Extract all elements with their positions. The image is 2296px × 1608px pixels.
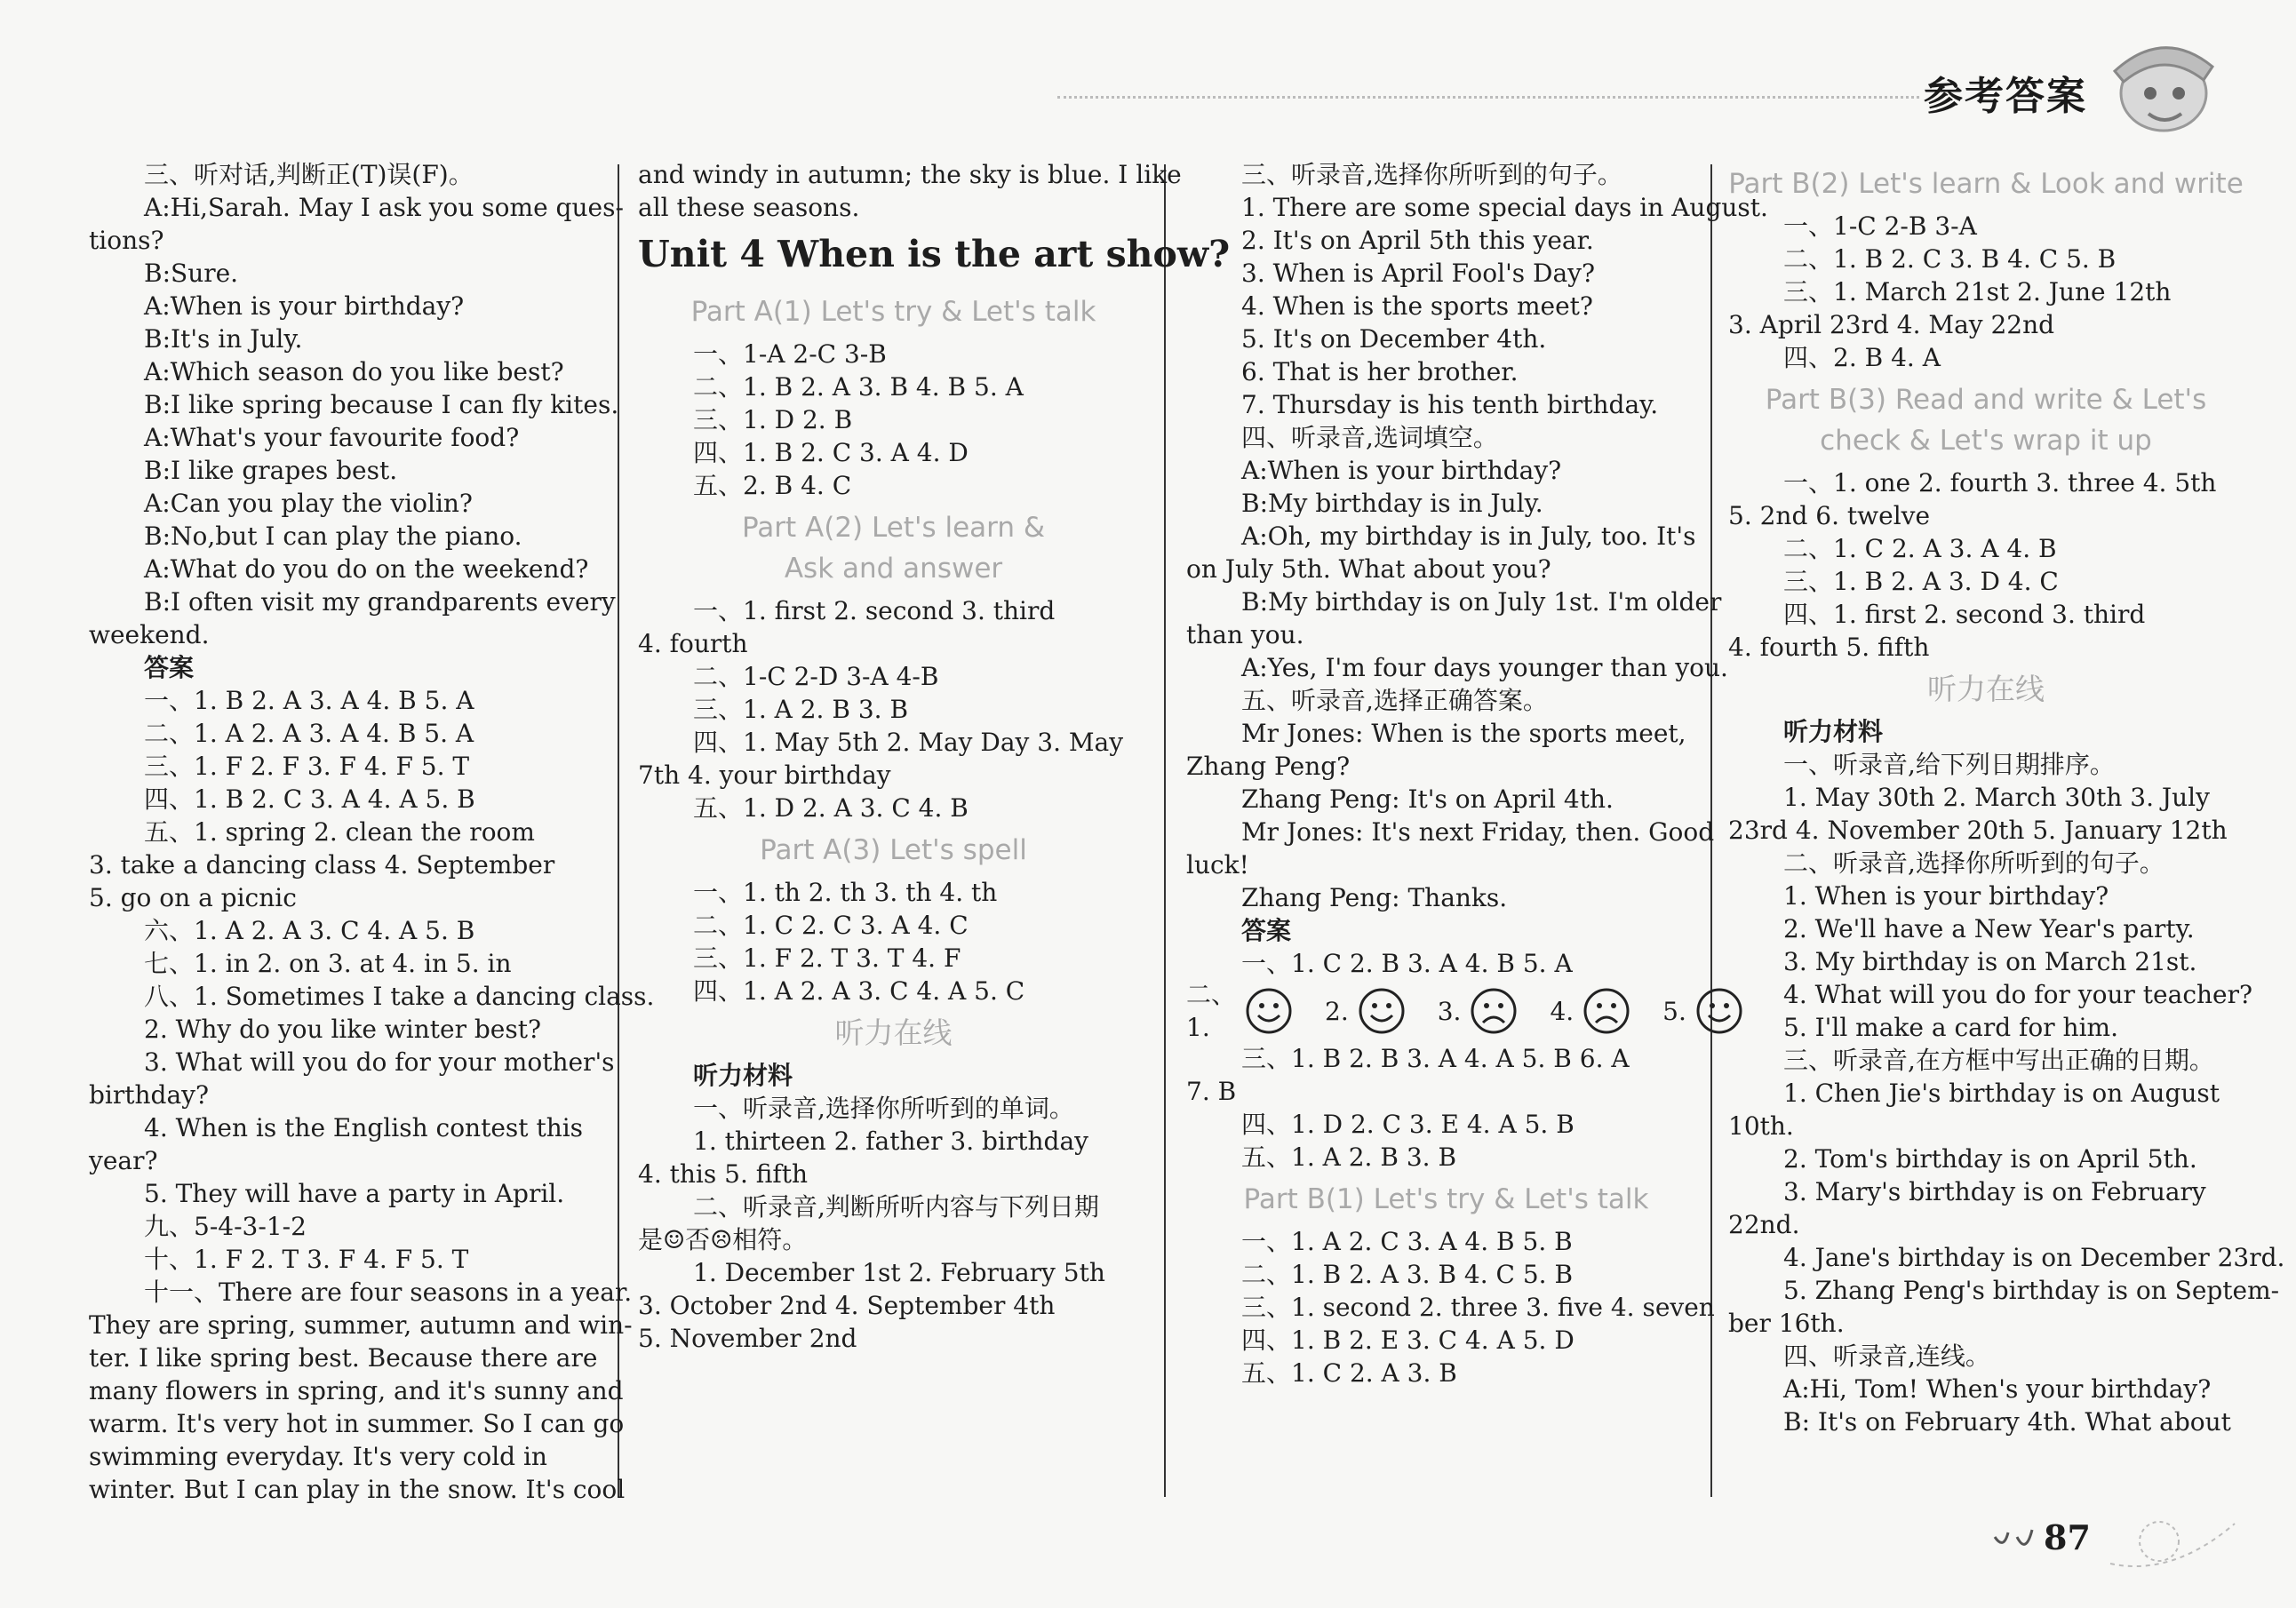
section-heading: check & Let's wrap it up — [1820, 425, 2152, 457]
smiley-label: 二、1. — [1186, 980, 1237, 1042]
text-line: A:When is your birthday? — [144, 291, 465, 321]
text-line: 3. April 23rd 4. May 22nd — [1728, 310, 2055, 339]
text-line: 5. November 2nd — [638, 1324, 857, 1353]
text-line: 四、听录音,选词填空。 — [1241, 423, 1498, 452]
text-line: all these seasons. — [638, 193, 860, 222]
text-line: ter. I like spring best. Because there are — [89, 1343, 598, 1373]
section-heading: Part A(3) Let's spell — [760, 834, 1027, 866]
text-line: 四、1. D 2. C 3. E 4. A 5. B — [1241, 1110, 1575, 1139]
text-line: 三、听录音,选择你所听到的句子。 — [1241, 160, 1622, 189]
text-line: B:It's in July. — [144, 324, 303, 354]
text-line: 5. It's on December 4th. — [1241, 324, 1547, 354]
text-line: 三、1. F 2. F 3. F 4. F 5. T — [144, 752, 470, 781]
text-line: 五、1. spring 2. clean the room — [144, 817, 535, 847]
text-line: 五、1. C 2. A 3. B — [1241, 1358, 1457, 1388]
text-line: 一、1. first 2. second 3. third — [693, 596, 1056, 625]
text-line: 四、听录音,连线。 — [1783, 1341, 1990, 1371]
text-line: 四、1. first 2. second 3. third — [1783, 600, 2146, 629]
page-number: 87 — [2044, 1517, 2091, 1557]
text-line: 五、听录音,选择正确答案。 — [1241, 686, 1548, 715]
text-line: 五、1. D 2. A 3. C 4. B — [693, 793, 969, 823]
text-line: swimming everyday. It's very cold in — [89, 1442, 547, 1471]
text-line: 四、2. B 4. A — [1783, 343, 1941, 372]
text-line: Mr Jones: When is the sports meet, — [1241, 719, 1686, 748]
text-line: 7. Thursday is his tenth birthday. — [1241, 390, 1659, 419]
footer-decoration-icon — [1977, 1510, 2244, 1572]
text-line: A:What's your favourite food? — [144, 423, 520, 452]
text-line: 答案 — [144, 653, 195, 682]
text-line: 3. My birthday is on March 21st. — [1783, 947, 2197, 976]
text-line: 4. this 5. fifth — [638, 1159, 809, 1189]
text-line: 3. take a dancing class 4. September — [89, 850, 555, 880]
section-heading: Part B(3) Read and write & Let's — [1765, 384, 2207, 416]
text-line: A:Yes, I'm four days younger than you. — [1241, 653, 1728, 682]
text-line: ber 16th. — [1728, 1309, 1845, 1338]
listening-online-heading: 听力在线 — [1927, 672, 2045, 706]
text-line: 1. There are some special days in August. — [1241, 193, 1768, 222]
smiley-answers — [1186, 980, 1706, 1042]
text-line: 四、1. A 2. A 3. C 4. A 5. C — [693, 976, 1025, 1006]
text-line: 八、1. Sometimes I take a dancing class. — [144, 982, 655, 1011]
text-line: birthday? — [89, 1080, 209, 1110]
text-line: B:My birthday is in July. — [1241, 489, 1543, 518]
smiley-label: 5. — [1662, 996, 1686, 1026]
text-line: Zhang Peng: It's on April 4th. — [1241, 784, 1614, 814]
text-line: A:When is your birthday? — [1241, 456, 1562, 485]
text-line: A:Can you play the violin? — [144, 489, 473, 518]
text-line: 六、1. A 2. A 3. C 4. A 5. B — [144, 916, 475, 945]
column-1 — [89, 158, 655, 1528]
text-line: 一、听录音,选择你所听到的单词。 — [693, 1094, 1074, 1123]
text-line: 二、1. B 2. A 3. B 4. B 5. A — [693, 372, 1024, 402]
text-line: 5. They will have a party in April. — [144, 1179, 565, 1208]
text-line: 5. go on a picnic — [89, 883, 297, 912]
text-line: 4. fourth — [638, 629, 748, 658]
text-line: B:I like spring because I can fly kites. — [144, 390, 619, 419]
text-line: 1. December 1st 2. February 5th — [693, 1258, 1105, 1287]
text-line: warm. It's very hot in summer. So I can go — [89, 1409, 625, 1438]
text-line: 二、1. A 2. A 3. A 4. B 5. A — [144, 719, 474, 748]
text-line: 四、1. B 2. E 3. C 4. A 5. D — [1241, 1325, 1575, 1355]
text-line: 三、1. second 2. three 3. five 4. seven — [1241, 1293, 1715, 1322]
text-line: 4. Jane's birthday is on December 23rd. — [1783, 1243, 2285, 1272]
text-line: 五、2. B 4. C — [693, 471, 852, 500]
text-line: 2. Why do you like winter best? — [144, 1015, 541, 1044]
column-divider — [1164, 164, 1166, 1497]
text-line: Zhang Peng: Thanks. — [1241, 883, 1508, 912]
text-line: B:My birthday is on July 1st. I'm older — [1241, 587, 1722, 617]
text-line: Mr Jones: It's next Friday, then. Good — [1241, 817, 1715, 847]
text-line: 4. fourth 5. fifth — [1728, 633, 1930, 662]
page-header — [0, 0, 2296, 133]
text-line: 一、听录音,给下列日期排序。 — [1783, 750, 2115, 779]
text-line: and windy in autumn; the sky is blue. I like — [638, 160, 1182, 189]
text-line: 听力材料 — [693, 1061, 793, 1090]
text-line: 三、听对话,判断正(T)误(F)。 — [144, 160, 474, 189]
text-line: Zhang Peng? — [1186, 752, 1351, 781]
text-line: tions? — [89, 226, 164, 255]
text-line: A:Which season do you like best? — [144, 357, 564, 386]
text-line: 二、听录音,选择你所听到的句子。 — [1783, 848, 2164, 878]
column-4 — [1728, 158, 2285, 1528]
text-line: A:What do you do on the weekend? — [144, 554, 589, 584]
smiley-label: 3. — [1437, 996, 1462, 1026]
header-dotted-line — [1057, 96, 1919, 99]
section-heading: Ask and answer — [784, 553, 1003, 585]
text-line: B:No,but I can play the piano. — [144, 521, 522, 551]
text-line: 三、1. B 2. B 3. A 4. A 5. B 6. A — [1241, 1044, 1630, 1073]
smiley-label: 2. — [1325, 996, 1349, 1026]
text-line: 答案 — [1241, 916, 1292, 945]
text-line: winter. But I can play in the snow. It's cool — [89, 1475, 626, 1504]
text-line: than you. — [1186, 620, 1304, 649]
text-line: 3. Mary's birthday is on February — [1783, 1177, 2206, 1206]
text-line: 3. October 2nd 4. September 4th — [638, 1291, 1056, 1320]
text-line: 22nd. — [1728, 1210, 1800, 1239]
text-line: 二、听录音,判断所听内容与下列日期 — [693, 1192, 1099, 1222]
text-line: 1. thirteen 2. father 3. birthday — [693, 1126, 1088, 1156]
text-line: 4. When is the English contest this — [144, 1113, 584, 1142]
header-title: 参考答案 — [1924, 74, 2087, 119]
text-line: 4. When is the sports meet? — [1241, 291, 1593, 321]
text-line: They are spring, summer, autumn and win- — [89, 1310, 633, 1340]
text-line: many flowers in spring, and it's sunny and — [89, 1376, 624, 1405]
text-line: 10th. — [1728, 1111, 1794, 1141]
unit-title: Unit 4 When is the art show? — [638, 233, 1231, 275]
text-line: 1. Chen Jie's birthday is on August — [1783, 1079, 2220, 1108]
text-line: 1. May 30th 2. March 30th 3. July — [1783, 783, 2210, 812]
section-heading: Part A(1) Let's try & Let's talk — [690, 296, 1096, 328]
listening-online-heading: 听力在线 — [834, 1015, 953, 1050]
text-line: 一、1-A 2-C 3-B — [693, 339, 887, 369]
text-line: 三、1. A 2. B 3. B — [693, 695, 909, 724]
text-line: 2. Tom's birthday is on April 5th. — [1783, 1144, 2197, 1174]
text-line: 听力材料 — [1783, 717, 1884, 746]
text-line: weekend. — [89, 620, 210, 649]
text-line: 二、1. C 2. A 3. A 4. B — [1783, 534, 2057, 563]
text-line: 一、1. B 2. A 3. A 4. B 5. A — [144, 686, 474, 715]
text-line: 7th 4. your birthday — [638, 760, 891, 790]
text-line: 6. That is her brother. — [1241, 357, 1519, 386]
text-line: 23rd 4. November 20th 5. January 12th — [1728, 816, 2228, 845]
text-line: 二、1. B 2. C 3. B 4. C 5. B — [1783, 244, 2117, 274]
text-line: 7. B — [1186, 1077, 1237, 1106]
text-line: 四、1. May 5th 2. May Day 3. May — [693, 728, 1124, 757]
text-line: 5. I'll make a card for him. — [1783, 1013, 2118, 1042]
text-line: 3. What will you do for your mother's — [144, 1047, 615, 1077]
text-line: A:Oh, my birthday is in July, too. It's — [1241, 521, 1696, 551]
text-line: 五、1. A 2. B 3. B — [1241, 1142, 1457, 1172]
text-line: 二、1. C 2. C 3. A 4. C — [693, 911, 969, 940]
text-line: 三、1. D 2. B — [693, 405, 853, 434]
text-line: 一、1. A 2. C 3. A 4. B 5. B — [1241, 1227, 1573, 1256]
text-line: A:Hi, Tom! When's your birthday? — [1783, 1374, 2212, 1404]
text-line: 四、1. B 2. C 3. A 4. D — [693, 438, 969, 467]
text-line: 2. We'll have a New Year's party. — [1783, 914, 2195, 943]
text-line: 二、1-C 2-D 3-A 4-B — [693, 662, 939, 691]
text-line: 十、1. F 2. T 3. F 4. F 5. T — [144, 1245, 469, 1274]
text-line: 5. Zhang Peng's birthday is on Septem- — [1783, 1276, 2280, 1305]
text-line: year? — [89, 1146, 158, 1175]
text-line: 3. When is April Fool's Day? — [1241, 259, 1596, 288]
text-line: B:I often visit my grandparents every — [144, 587, 616, 617]
text-line: 三、听录音,在方框中写出正确的日期。 — [1783, 1046, 2214, 1075]
text-line: 十一、There are four seasons in a year. — [144, 1278, 633, 1307]
text-line: 四、1. B 2. C 3. A 4. A 5. B — [144, 784, 475, 814]
text-line: luck! — [1186, 850, 1249, 880]
text-line: B:I like grapes best. — [144, 456, 398, 485]
smiley-label: 4. — [1550, 996, 1575, 1026]
text-line: 九、5-4-3-1-2 — [144, 1212, 307, 1241]
text-line: 2. It's on April 5th this year. — [1241, 226, 1594, 255]
section-heading: Part B(2) Let's learn & Look and write — [1728, 168, 2244, 200]
text-line: 二、1. B 2. A 3. B 4. C 5. B — [1241, 1260, 1574, 1289]
text-line: 一、1. C 2. B 3. A 4. B 5. A — [1241, 949, 1573, 978]
text-line: B: It's on February 4th. What about — [1783, 1407, 2231, 1437]
text-line: on July 5th. What about you? — [1186, 554, 1551, 584]
text-line: 5. 2nd 6. twelve — [1728, 501, 1931, 530]
text-line: 一、1-C 2-B 3-A — [1783, 211, 1977, 241]
happy-face-icon — [1245, 987, 1293, 1035]
text-line: 三、1. B 2. A 3. D 4. C — [1783, 567, 2059, 596]
text-line: 一、1. th 2. th 3. th 4. th — [693, 878, 998, 907]
sad-face-icon — [1582, 987, 1630, 1035]
text-line: 1. When is your birthday? — [1783, 881, 2109, 911]
section-heading: Part A(2) Let's learn & — [741, 512, 1046, 544]
text-line: 七、1. in 2. on 3. at 4. in 5. in — [144, 949, 512, 978]
mascot-icon — [2097, 27, 2230, 151]
text-line: 三、1. F 2. T 3. T 4. F — [693, 943, 961, 973]
text-line: 三、1. March 21st 2. June 12th — [1783, 277, 2172, 306]
text-line: 一、1. one 2. fourth 3. three 4. 5th — [1783, 468, 2217, 498]
sad-face-icon — [1470, 987, 1518, 1035]
text-line: 是☺否☹相符。 — [638, 1225, 808, 1254]
text-line: B:Sure. — [144, 259, 239, 288]
text-line: 4. What will you do for your teacher? — [1783, 980, 2252, 1009]
section-heading: Part B(1) Let's try & Let's talk — [1243, 1183, 1649, 1215]
text-line: A:Hi,Sarah. May I ask you some ques- — [144, 193, 624, 222]
happy-face-icon — [1358, 987, 1406, 1035]
